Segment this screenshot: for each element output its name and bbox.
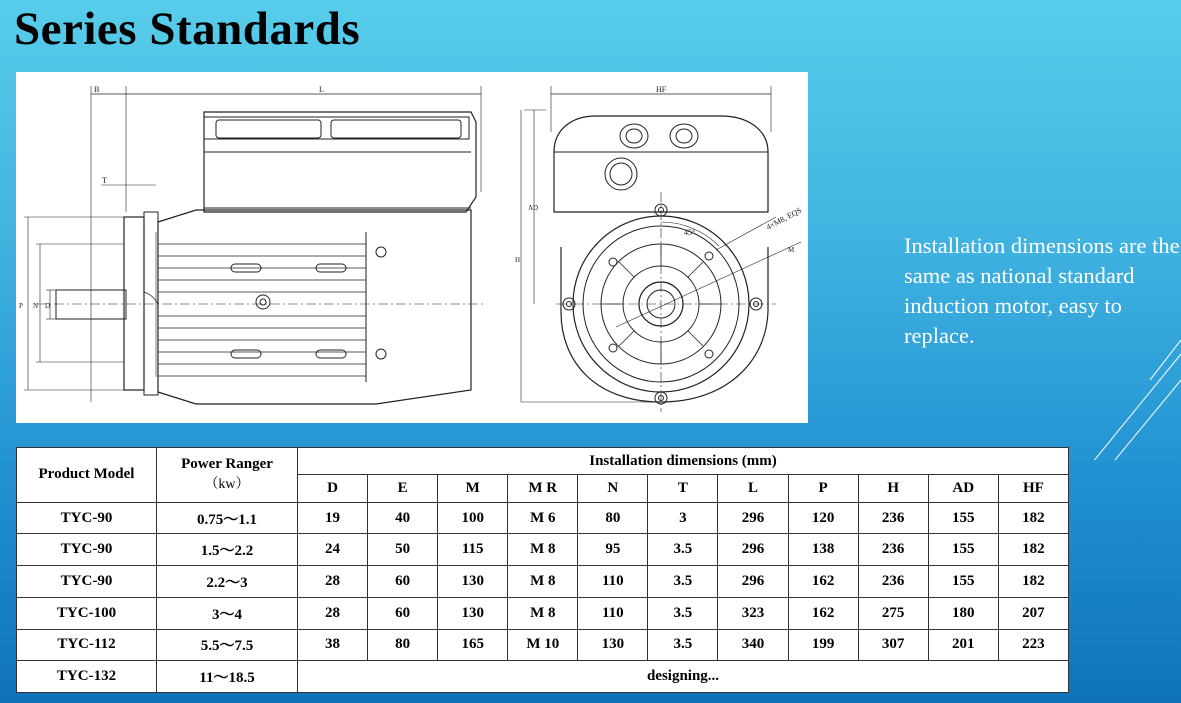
specifications-table [16,447,1069,693]
cell-value: M 6 [508,502,578,534]
cell-model: TYC-132 [17,661,157,693]
side-view [19,85,486,404]
cell-value: 100 [438,502,508,534]
dim-label-ad: AD [528,204,539,212]
table-row [17,629,1069,661]
cell-value: 201 [928,629,998,661]
cell-value: 162 [788,597,858,629]
cell-value: 3.5 [648,597,718,629]
decorative-lines [1060,340,1181,460]
cell-value: 110 [578,597,648,629]
cell-value: 115 [438,534,508,566]
column-header: HF [998,475,1068,502]
cell-value: 3.5 [648,534,718,566]
cell-model: TYC-90 [17,566,157,598]
cell-model: TYC-90 [17,534,157,566]
cell-value: 165 [438,629,508,661]
cell-value: 236 [858,566,928,598]
header-installation-dimensions: Installation dimensions (mm) [298,448,1069,475]
dim-label-h: H [515,256,521,264]
cell-value: 110 [578,566,648,598]
header-power-ranger [157,448,298,503]
cell-power: 2.2～3 [157,566,298,598]
hole-callout-label: 4×M8, EQS [764,205,804,232]
cell-value: 155 [928,566,998,598]
cell-value: 60 [368,566,438,598]
cell-model: TYC-100 [17,597,157,629]
cell-model: TYC-90 [17,502,157,534]
cell-value: 182 [998,502,1068,534]
cell-value: 60 [368,597,438,629]
cell-value: 236 [858,502,928,534]
cell-value: 155 [928,502,998,534]
dim-label-n: N [33,302,39,310]
cell-value: M 10 [508,629,578,661]
table-header-row [17,448,1069,475]
cell-value: 275 [858,597,928,629]
cell-value: 40 [368,502,438,534]
motor-drawing-panel [16,72,808,423]
cell-value: 38 [298,629,368,661]
cell-value: M 8 [508,534,578,566]
column-header: N [578,475,648,502]
table-row [17,597,1069,629]
table-row [17,502,1069,534]
cell-value: 138 [788,534,858,566]
cell-value: M 8 [508,597,578,629]
cell-value: 162 [788,566,858,598]
cell-value: 182 [998,566,1068,598]
cell-value: 323 [718,597,788,629]
cell-value: 180 [928,597,998,629]
cell-value: 95 [578,534,648,566]
cell-model: TYC-112 [17,629,157,661]
column-header: H [858,475,928,502]
cell-value: 182 [998,534,1068,566]
column-header: P [788,475,858,502]
cell-value: 296 [718,534,788,566]
cell-value: M 8 [508,566,578,598]
column-header: L [718,475,788,502]
dim-label-d: D [45,302,51,310]
table-row [17,661,1069,693]
cell-value: 223 [998,629,1068,661]
cell-value: 130 [438,597,508,629]
cell-power: 5.5～7.5 [157,629,298,661]
cell-value: 3.5 [648,629,718,661]
dim-label-m: M [788,246,795,254]
angle-label: 45° [684,228,696,237]
header-power-unit: （kw） [204,477,250,493]
cell-value: 296 [718,566,788,598]
motor-technical-drawing [16,72,808,423]
cell-value: 28 [298,597,368,629]
cell-value: 296 [718,502,788,534]
cell-power: 0.75～1.1 [157,502,298,534]
cell-value: 120 [788,502,858,534]
dim-label-l: L [319,85,324,94]
cell-value: 3.5 [648,566,718,598]
cell-power: 1.5～2.2 [157,534,298,566]
column-header: E [368,475,438,502]
dim-label-b: B [94,85,100,94]
cell-value: 50 [368,534,438,566]
dim-label-p: P [19,302,23,310]
column-header: M [438,475,508,502]
table-row [17,566,1069,598]
cell-value: 80 [368,629,438,661]
cell-power: 3～4 [157,597,298,629]
cell-value: 307 [858,629,928,661]
cell-status-designing: designing... [298,661,1069,693]
front-view [515,85,803,412]
cell-value: 130 [438,566,508,598]
cell-value: 340 [718,629,788,661]
cell-value: 24 [298,534,368,566]
cell-value: 80 [578,502,648,534]
cell-value: 28 [298,566,368,598]
dim-label-hf: HF [656,85,667,94]
column-header: M R [508,475,578,502]
cell-power: 11～18.5 [157,661,298,693]
column-header: AD [928,475,998,502]
installation-note: Installation dimensions are the same as national standard induction motor, easy to replace. [904,233,1180,348]
cell-value: 130 [578,629,648,661]
cell-value: 199 [788,629,858,661]
column-header: D [298,475,368,502]
page-title: Series Standards [14,3,361,55]
table-row [17,534,1069,566]
dim-label-t: T [102,176,107,185]
column-header: T [648,475,718,502]
cell-value: 19 [298,502,368,534]
cell-value: 155 [928,534,998,566]
header-product-model: Product Model [17,448,157,503]
cell-value: 236 [858,534,928,566]
cell-value: 207 [998,597,1068,629]
cell-value: 3 [648,502,718,534]
header-power-label: Power Ranger [181,456,273,473]
